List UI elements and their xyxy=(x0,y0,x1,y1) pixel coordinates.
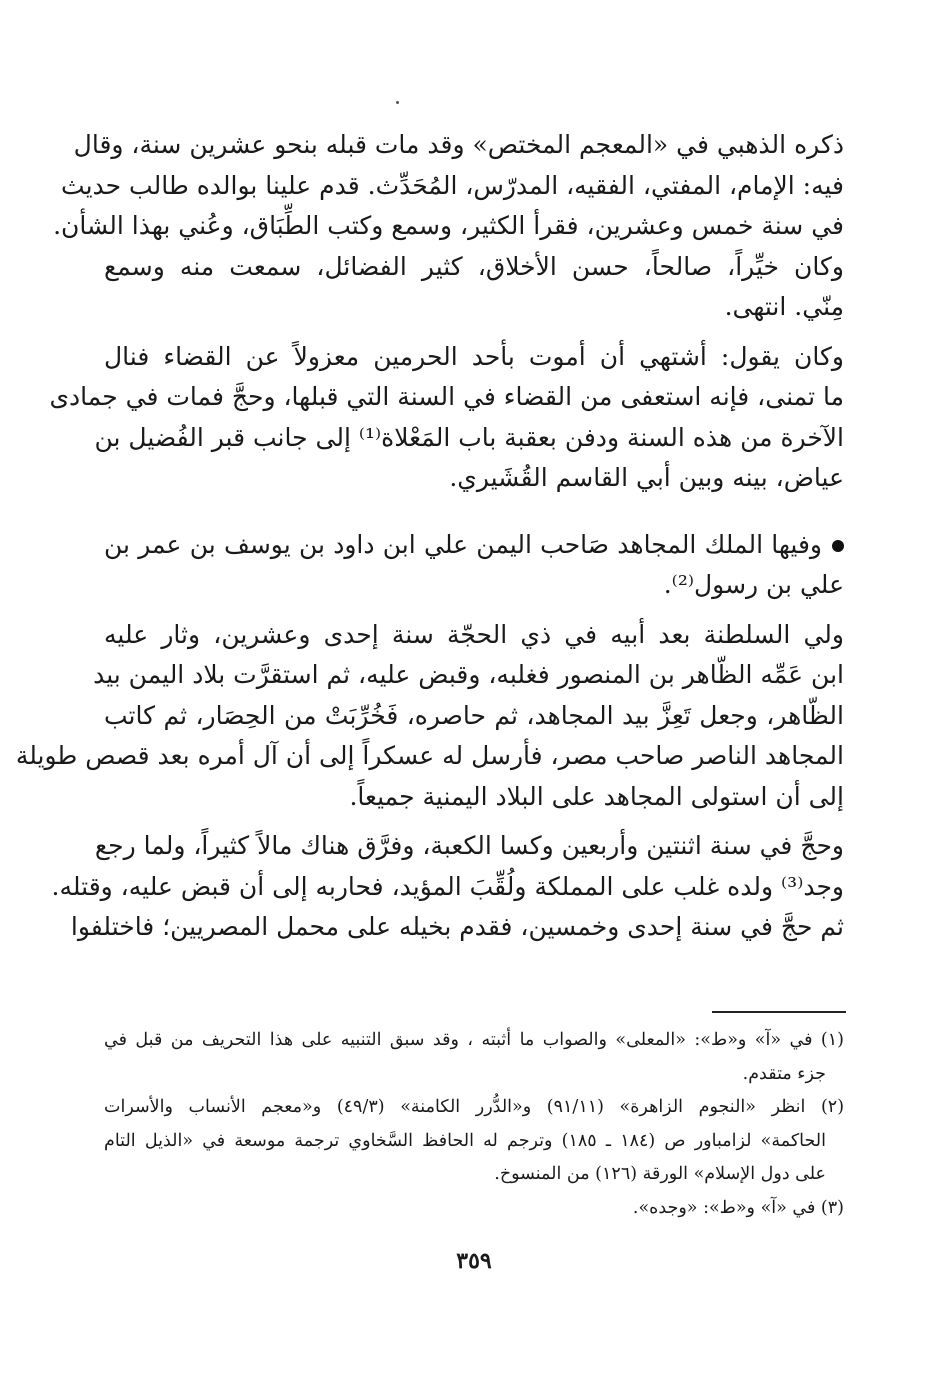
main-text xyxy=(15,125,844,948)
text-line: مِنّي. انتهى. xyxy=(724,292,844,321)
text-line: وجد⁽³⁾ ولده غلب على المملكة ولُقِّبَ المؤيد، فحاربه إلى أن قبض عليه، وقتله. xyxy=(51,871,844,901)
text-line: الظّاهر، وجعل تَعِزَّ بيد المجاهد، ثم حاصره، فَخُرِّبَتْ من الحِصَار، ثم كاتب xyxy=(104,700,844,730)
text-line: ولي السلطنة بعد أبيه في ذي الحجّة سنة إحدى وعشرين، وثار عليه xyxy=(104,619,844,649)
text-line: وكان يقول: أشتهي أن أموت بأحد الحرمين معزولاً عن القضاء فنال xyxy=(104,341,844,371)
bullet-icon xyxy=(832,540,844,552)
text-line: المجاهد الناصر صاحب مصر، فأرسل له عسكراً إلى أن آل أمره بعد قصص طويلة xyxy=(15,741,844,770)
text-line: ما تمنى، فإنه استعفى من القضاء في السنة التي قبلها، وحجَّ فمات في جمادى xyxy=(49,382,844,411)
text-line: ذكره الذهبي في «المعجم المختص» وقد مات قبله بنحو عشرين سنة، وقال xyxy=(73,130,844,159)
text-line: علي بن رسول⁽²⁾. xyxy=(663,570,844,599)
text-line: إلى أن استولى المجاهد على البلاد اليمنية جميعاً. xyxy=(349,781,844,811)
footnote-line: (١) في «آ» و«ط»: «المعلى» والصواب ما أثبته ، وقد سبق التنبيه على هذا التحريف من قبل في xyxy=(104,1030,844,1050)
text-line: في سنة خمس وعشرين، فقرأ الكثير، وسمع وكتب الطِّبَاق، وعُني بهذا الشأن. xyxy=(53,211,844,240)
text-line: ابن عَمِّه الظّاهر بن المنصور فغلبه، وقبض عليه، ثم استقرَّت بلاد اليمن بيد xyxy=(93,660,844,689)
ink-dot xyxy=(396,101,399,104)
text-line xyxy=(104,525,844,566)
text-line: وحجَّ في سنة اثنتين وأربعين وكسا الكعبة، وفرَّق هناك مالاً كثيراً، ولما رجع xyxy=(94,831,844,860)
footnote-line: (٣) في «آ» و«ط»: «وجده». xyxy=(632,1197,844,1218)
text-line: عياض، بينه وبين أبي القاسم القُشَيري. xyxy=(449,463,844,492)
text-line: وكان خيِّراً، صالحاً، حسن الأخلاق، كثير الفضائل، سمعت منه وسمع xyxy=(104,251,844,281)
footnote-line: (٢) انظر «النجوم الزاهرة» (٩١/١١) و«الدُّرر الكامنة» (٤٩/٣) و«معجم الأنساب والأسرات xyxy=(104,1097,845,1117)
text-line: ثم حجَّ في سنة إحدى وخمسين، فقدم بخيله على محمل المصريين؛ فاختلفوا xyxy=(70,912,844,941)
text-line: فيه: الإمام، المفتي، الفقيه، المدرّس، المُحَدِّث. قدم علينا بوالده طالب حديث xyxy=(61,170,844,200)
footnote-line: الحاكمة» لزامباور ص (١٨٤ ـ ١٨٥) وترجم له الحافظ السَّخاوي ترجمة موسعة في «الذيل التام xyxy=(104,1130,826,1151)
text-line: الآخرة من هذه السنة ودفن بعقبة باب المَعْلاة⁽¹⁾ إلى جانب قبر الفُضيل بن xyxy=(94,422,844,452)
footnote-separator xyxy=(712,1011,846,1013)
bullet-text: وفيها الملك المجاهد صَاحب اليمن علي ابن داود بن يوسف بن عمر بن xyxy=(104,529,822,559)
page-number: ٣٥٩ xyxy=(456,1248,492,1274)
footnote-line: جزء متقدم. xyxy=(742,1063,826,1084)
footnotes xyxy=(104,1024,844,1225)
footnote-line: على دول الإسلام» الورقة (١٢٦) من المنسوخ. xyxy=(494,1164,826,1184)
